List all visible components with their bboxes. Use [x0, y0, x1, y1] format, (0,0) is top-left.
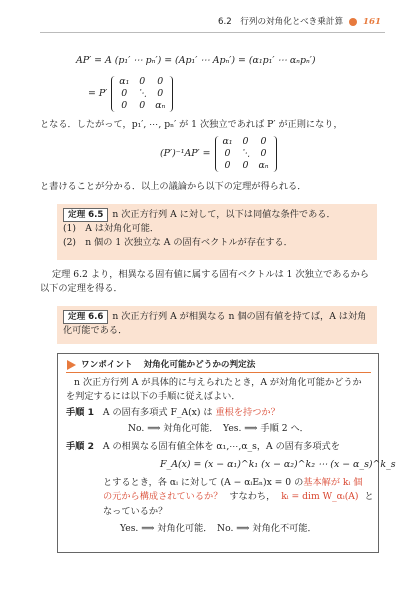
step-1-text: A の固有多項式 F_A(x) は [102, 407, 213, 418]
onepoint-rule [66, 372, 371, 373]
equation-1: AP′ = A (p₁′ ⋯ pₙ′) = (Ap₁′ ⋯ Apₙ′) = (α₁p₁′ ⋯ αₙpₙ′) [76, 55, 316, 66]
page-number: 161 [363, 17, 381, 27]
equation-1b [88, 76, 173, 112]
step-2-text: A の相異なる固有値全体を α₁,⋯,α_s，A の固有多項式を [102, 441, 340, 452]
matrix-cell: 0 [121, 88, 128, 99]
matrix-cell: αₙ [258, 160, 269, 171]
step-2-condition-line-1 [103, 476, 375, 489]
matrix-cell: 0 [242, 160, 249, 171]
matrix-cell: 0 [242, 136, 249, 147]
onepoint-intro-1: n 次正方行列 A が具体的に与えられたとき，A が対角化可能かどうか [74, 377, 362, 388]
matrix-cell: 0 [224, 160, 231, 171]
matrix-cell: 0 [224, 148, 231, 159]
equation-2 [160, 136, 277, 172]
step-1-answer: No. ⟹ 対角化可能． Yes. ⟹ 手順 2 へ． [128, 423, 309, 434]
onepoint-label: ワンポイント [81, 360, 133, 370]
step-2-answer: Yes. ⟹ 対角化可能． No. ⟹ 対角化不可能． [120, 523, 317, 534]
matrix-cell: 0 [157, 88, 164, 99]
theorem-text: n 次正方行列 A に対して，以下は同値な条件である． [112, 209, 336, 220]
step-2-highlight: 基本解が kᵢ 個 [303, 477, 363, 488]
arrow-right-icon [67, 360, 76, 370]
paragraph-3-line-1: 定理 6.2 より，相異なる固有値に属する固有ベクトルは 1 次独立であるから [52, 269, 369, 280]
diagonal-matrix-2 [215, 136, 277, 172]
header-rule [40, 32, 385, 33]
matrix-cell: α₁ [119, 76, 130, 87]
step-1-label: 手順 1 [66, 407, 94, 418]
bullet-dot-icon [349, 18, 357, 26]
step-1 [66, 406, 376, 419]
step-2-condition-text: と [364, 491, 374, 502]
matrix-cell: 0 [260, 148, 267, 159]
step-2-highlight: kᵢ = dim W_αᵢ(A) [281, 491, 359, 502]
step-2-condition-text: すなわち， [229, 491, 276, 502]
matrix-cell: 0 [139, 76, 146, 87]
equation-1b-prefix: = P′ [88, 88, 108, 100]
matrix-cell: ⋱ [240, 148, 251, 159]
matrix-cell: 0 [157, 76, 164, 87]
paragraph-2: と書けることが分かる．以上の議論から以下の定理が得られる． [40, 181, 307, 192]
theorem-6-6 [57, 306, 377, 344]
onepoint-title: 対角化可能かどうかの判定法 [143, 360, 256, 370]
step-2-condition-text: とするとき，各 αᵢ に対して (A − αᵢEₙ)x = 0 の [103, 477, 304, 488]
matrix-cell: 0 [260, 136, 267, 147]
theorem-text: n 次正方行列 A が相異なる n 個の固有値を持てば，A は対角 [112, 311, 367, 322]
step-2-highlight: の元から構成されているか？ [103, 491, 223, 502]
theorem-6-5 [57, 204, 377, 260]
equation-2-prefix: (P′)⁻¹AP′ = [160, 148, 211, 160]
matrix-cell: αₙ [155, 100, 166, 111]
matrix-cell: α₁ [222, 136, 233, 147]
step-2-condition-line-3: なっているか？ [103, 506, 168, 517]
step-2-label: 手順 2 [66, 441, 94, 452]
step-1-question: 重根を持つか？ [215, 407, 280, 418]
paragraph-1: となる．したがって，p₁′, ⋯, pₙ′ が 1 次独立であれば P′ が正則になり， [40, 119, 343, 130]
diagonal-matrix-1 [111, 76, 173, 112]
theorem-tag: 定理 6.6 [63, 310, 108, 324]
step-2-equation: F_A(x) = (x − α₁)^k₁ (x − α₂)^k₂ ⋯ (x − α_s)^k_s [160, 459, 396, 470]
matrix-cell: 0 [121, 100, 128, 111]
theorem-item: (2) n 個の 1 次独立な A の固有ベクトルが存在する． [63, 236, 293, 248]
matrix-cell: ⋱ [137, 88, 147, 99]
running-header [218, 16, 381, 28]
theorem-6-6-line-2: 化可能である． [63, 325, 128, 337]
matrix-cell: 0 [139, 100, 146, 111]
onepoint-heading [67, 359, 255, 371]
theorem-6-6-line-1 [63, 310, 371, 324]
section-title: 6.2 行列の対角化とべき乗計算 [218, 17, 344, 27]
theorem-6-5-statement [63, 208, 371, 222]
onepoint-intro-2: を判定するには以下の手順に従えばよい． [66, 391, 241, 402]
step-2 [66, 440, 376, 453]
theorem-item: (1) A は対角化可能． [63, 223, 160, 235]
step-2-condition-line-2 [103, 490, 375, 503]
theorem-tag: 定理 6.5 [63, 208, 108, 222]
paragraph-3-line-2: 以下の定理を得る． [40, 283, 123, 294]
